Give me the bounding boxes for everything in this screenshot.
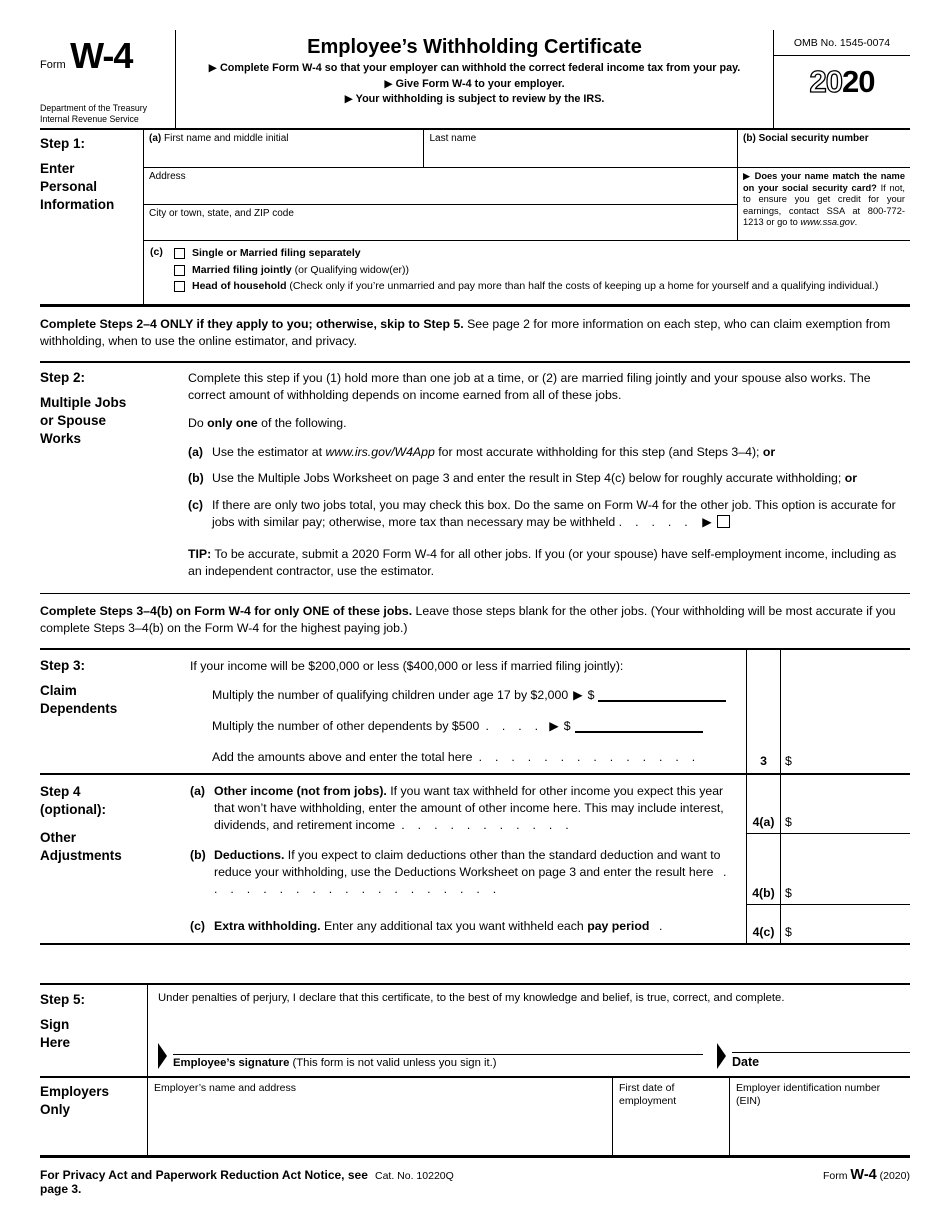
filing-status-row <box>144 240 910 304</box>
step3-subtitle-1: Claim <box>40 682 77 698</box>
step5-section <box>40 983 910 1078</box>
line3-amount-field[interactable] <box>780 650 910 773</box>
filing-status-letter: (c) <box>150 246 163 258</box>
dot-leader: . . . . . . . . . . . <box>395 818 569 833</box>
line4a-amount-field[interactable] <box>780 775 910 834</box>
first-date-employment-field[interactable] <box>613 1078 730 1155</box>
steps-3-4b-intro <box>40 594 910 648</box>
dollar-sign: $ <box>785 885 792 900</box>
step4-optional: (optional): <box>40 801 106 817</box>
step2-option-b: (b) Use the Multiple Jobs Worksheet on page 3 and enter the result in Step 4(c) below for roughly accurate withholding; or <box>188 470 910 487</box>
step2-option-c: (c) If there are only two jobs total, you may check this box. Do the same on Form W-4 for the other job. This option is accurate for jobs with similar pay; otherwise, more tax than necessary may be withheld . . . . . ▶ <box>188 497 910 532</box>
other-income-paragraph: (a) Other income (not from jobs). If you want tax withheld for other income you expect this year that won’t have withholding, enter the amount of other income here. This may include interest, dividends, and retirement income . . . . . . . . . . . <box>190 783 724 833</box>
form-footer-id: Form W-4 (2020) <box>823 1166 910 1183</box>
qualifying-children-line: Multiply the number of qualifying children under age 17 by $2,000 ▶ $ <box>212 688 742 702</box>
line4b-number: 4(b) <box>746 834 780 905</box>
step1-subtitle-2: Personal <box>40 179 98 195</box>
steps-3-4b-intro-bold: Complete Steps 3–4(b) on Form W-4 for only ONE of these jobs. <box>40 603 413 618</box>
dollar-sign: $ <box>785 924 792 939</box>
step2-tip: TIP: To be accurate, submit a 2020 Form W-4 for all other jobs. If you (or your spouse) have self-employment income, including as an independent contractor, use the estimator. <box>188 546 897 579</box>
step2-subtitle-2: or Spouse <box>40 412 107 428</box>
first-name-label-letter: (a) <box>149 133 162 144</box>
employers-label-1: Employers <box>40 1083 110 1099</box>
ein-label: Employer identification number (EIN) <box>736 1081 881 1108</box>
step4c-letter: (c) <box>190 918 206 933</box>
form-number: W-4 <box>70 35 133 76</box>
married-jointly-label-rest: (or Qualifying widow(er)) <box>291 263 410 276</box>
step2-label <box>40 370 188 581</box>
catalog-number: Cat. No. 10220Q <box>375 1169 454 1182</box>
agency-line-1: Department of the Treasury <box>40 103 148 114</box>
tip-label: TIP: <box>188 546 212 561</box>
step5-subtitle-1: Sign <box>40 1016 70 1032</box>
last-name-label: Last name <box>429 133 477 144</box>
steps-2-4-intro-rest: See page 2 for more information on each step, who can claim exemption from withholding, when to use the online estimator, and privacy. <box>40 316 891 349</box>
line4a-number: 4(a) <box>746 775 780 834</box>
privacy-notice: For Privacy Act and Paperwork Reduction Act Notice, see page 3. <box>40 1167 368 1196</box>
year-solid: 20 <box>842 64 875 99</box>
omb-year-block <box>773 30 910 128</box>
signature-field[interactable] <box>173 1033 703 1055</box>
step3-label <box>40 650 188 773</box>
ssn-label: Social security number <box>758 133 869 144</box>
line4b-amount-field[interactable] <box>780 834 910 905</box>
step2-paragraph-2: Do only one of the following. <box>188 416 347 431</box>
steps-2-4-intro <box>40 307 910 363</box>
extra-withholding-paragraph: (c) Extra withholding. Enter any additional tax you want withheld each pay period . <box>188 905 746 943</box>
employers-label-2: Only <box>40 1101 71 1117</box>
step2-option-a: (a) Use the estimator at www.irs.gov/W4App for most accurate withholding for this step (and Steps 3–4); or <box>188 444 910 461</box>
dependents-amount-field[interactable] <box>575 720 703 733</box>
city-state-zip-label: City or town, state, and ZIP code <box>149 208 294 219</box>
year-outline: 20 <box>809 64 842 99</box>
omb-number: OMB No. 1545-0074 <box>774 30 910 56</box>
first-name-field[interactable] <box>144 130 424 167</box>
step2-subtitle-1: Multiple Jobs <box>40 394 127 410</box>
last-name-field[interactable] <box>424 130 737 167</box>
dot-leader: . . . . . <box>615 515 698 530</box>
dot-leader: . . . . <box>479 718 545 733</box>
header-bullet-2: ▶ Give Form W-4 to your employer. <box>384 77 565 90</box>
head-of-household-label-rest: (Check only if you’re unmarried and pay more than half the costs of keeping up a home for yourself and a qualifying individual.) <box>286 280 879 293</box>
signature-arrow-icon <box>158 1043 167 1069</box>
line4c-number: 4(c) <box>746 905 780 943</box>
step4b-letter: (b) <box>190 847 206 862</box>
step1-subtitle-1: Enter <box>40 161 75 176</box>
ssa-note-period: . <box>854 217 858 228</box>
agency-line-2: Internal Revenue Service <box>40 114 139 125</box>
deductions-paragraph: (b) Deductions. If you expect to claim deductions other than the standard deduction and want to reduce your withholding, use the Deductions Worksheet on page 3 and enter the result here . . . . . . . . . . . . . . . . . . . <box>188 834 746 905</box>
single-label: Single or Married filing separately <box>192 247 361 259</box>
form-year <box>774 56 910 100</box>
dollar-sign: $ <box>587 687 595 702</box>
dot-leader: . <box>649 918 663 933</box>
step1-section <box>40 130 910 307</box>
date-arrow-icon <box>717 1043 726 1069</box>
filing-status-single[interactable] <box>174 248 910 260</box>
ein-field[interactable] <box>730 1078 910 1155</box>
header-bullet-3: ▶ Your withholding is subject to review by the IRS. <box>344 93 605 106</box>
step4-label <box>40 775 188 943</box>
perjury-statement: Under penalties of perjury, I declare that this certificate, to the best of my knowledge and belief, is true, correct, and complete. <box>158 991 785 1004</box>
married-jointly-checkbox[interactable] <box>174 265 185 276</box>
employer-name-address-field[interactable] <box>148 1078 613 1155</box>
form-title: Employee’s Withholding Certificate <box>307 36 642 58</box>
filing-status-married-jointly[interactable] <box>174 265 910 277</box>
married-jointly-label: Married filing jointly <box>192 263 292 276</box>
arrow-icon: ▶ <box>702 515 712 530</box>
head-of-household-checkbox[interactable] <box>174 281 185 292</box>
step3-intro: If your income will be $200,000 or less ($400,000 or less if married filing jointly): <box>190 658 624 673</box>
date-field[interactable] <box>732 1031 910 1053</box>
step5-subtitle-2: Here <box>40 1034 71 1050</box>
step2-option-b-letter: (b) <box>188 471 204 486</box>
form-word: Form <box>40 59 66 71</box>
line4c-amount-field[interactable] <box>780 905 910 943</box>
steps-3-4b-intro-rest: Leave those steps blank for the other jobs. (Your withholding will be most accurate if you complete Steps 3–4(b) on the Form W-4 for the highest paying job.) <box>40 603 896 636</box>
arrow-icon: ▶ <box>549 718 559 733</box>
ssn-field[interactable] <box>738 130 910 168</box>
two-jobs-checkbox[interactable] <box>717 515 730 528</box>
total-line: Add the amounts above and enter the total here . . . . . . . . . . . . . . <box>212 749 696 764</box>
first-date-employment-label: First date of employment <box>619 1081 677 1108</box>
step1-label <box>40 130 144 304</box>
dot-leader: . . . . . . . . . . . . . . <box>472 749 696 764</box>
step3-title: Step 3: <box>40 657 86 673</box>
form-footer <box>40 1158 910 1196</box>
step4-subtitle-1: Other <box>40 829 77 845</box>
step1-subtitle-3: Information <box>40 197 115 213</box>
other-dependents-line: Multiply the number of other dependents by $500 . . . . ▶ $ <box>212 719 742 733</box>
ssa-note-rest: If not, to ensure you get credit for your earnings, contact SSA at 800-772-1213 or go to <box>743 182 905 228</box>
footer-form-number: W-4 <box>850 1166 877 1183</box>
step4a-letter: (a) <box>190 783 206 798</box>
signature-label: Employee’s signature (This form is not valid unless you sign it.) <box>173 1056 497 1069</box>
employer-name-address-label: Employer’s name and address <box>154 1081 297 1094</box>
single-checkbox[interactable] <box>174 248 185 259</box>
dollar-sign: $ <box>563 718 571 733</box>
head-of-household-label: Head of household <box>192 280 287 293</box>
dollar-sign: $ <box>785 814 792 829</box>
ssa-note-bold: ▶ Does your name match the name on your social security card? <box>743 171 905 193</box>
dollar-sign: $ <box>785 753 792 768</box>
step2-subtitle-3: Works <box>40 430 82 446</box>
step5-label <box>40 985 148 1076</box>
step2-option-a-letter: (a) <box>188 444 204 459</box>
step3-section <box>40 648 910 775</box>
step2-title: Step 2: <box>40 369 86 385</box>
step2-option-c-letter: (c) <box>188 497 204 512</box>
employers-only-label <box>40 1078 148 1155</box>
ssa-note-url: www.ssa.gov <box>800 217 855 228</box>
line3-number: 3 <box>746 650 780 773</box>
steps-2-4-intro-bold: Complete Steps 2–4 ONLY if they apply to you; otherwise, skip to Step 5. <box>40 316 464 331</box>
city-state-zip-field[interactable] <box>144 205 737 240</box>
ssa-note <box>738 168 910 240</box>
form-header <box>40 30 910 130</box>
step4-section <box>40 775 910 945</box>
address-label: Address <box>149 171 186 182</box>
estimator-url: www.irs.gov/W4App <box>325 444 435 459</box>
arrow-icon: ▶ <box>573 687 583 702</box>
children-amount-field[interactable] <box>598 689 726 702</box>
filing-status-head-of-household[interactable] <box>174 281 910 293</box>
step5-title: Step 5: <box>40 991 86 1007</box>
step2-paragraph-1: Complete this step if you (1) hold more than one job at a time, or (2) are married filing jointly and your spouse also works. The correct amount of withholding depends on income earned from all of these jobs. <box>188 370 871 402</box>
first-name-label: First name and middle initial <box>164 133 289 144</box>
step4-subtitle-2: Adjustments <box>40 848 122 864</box>
header-bullet-1: ▶ Complete Form W-4 so that your employer can withhold the correct federal income tax from your pay. <box>208 62 741 74</box>
address-field[interactable] <box>144 168 737 205</box>
step2-section <box>40 363 910 594</box>
date-label: Date <box>732 1054 760 1069</box>
form-title-block <box>175 30 773 128</box>
form-id-block <box>40 30 175 128</box>
employers-only-section <box>40 1078 910 1158</box>
step4-title: Step 4 <box>40 783 81 799</box>
step1-title: Step 1: <box>40 136 86 151</box>
ssn-label-letter: (b) <box>743 133 756 144</box>
dot-leader: . . . . . . . . . . . . . . . . . . . <box>214 864 737 897</box>
step3-subtitle-2: Dependents <box>40 700 118 716</box>
